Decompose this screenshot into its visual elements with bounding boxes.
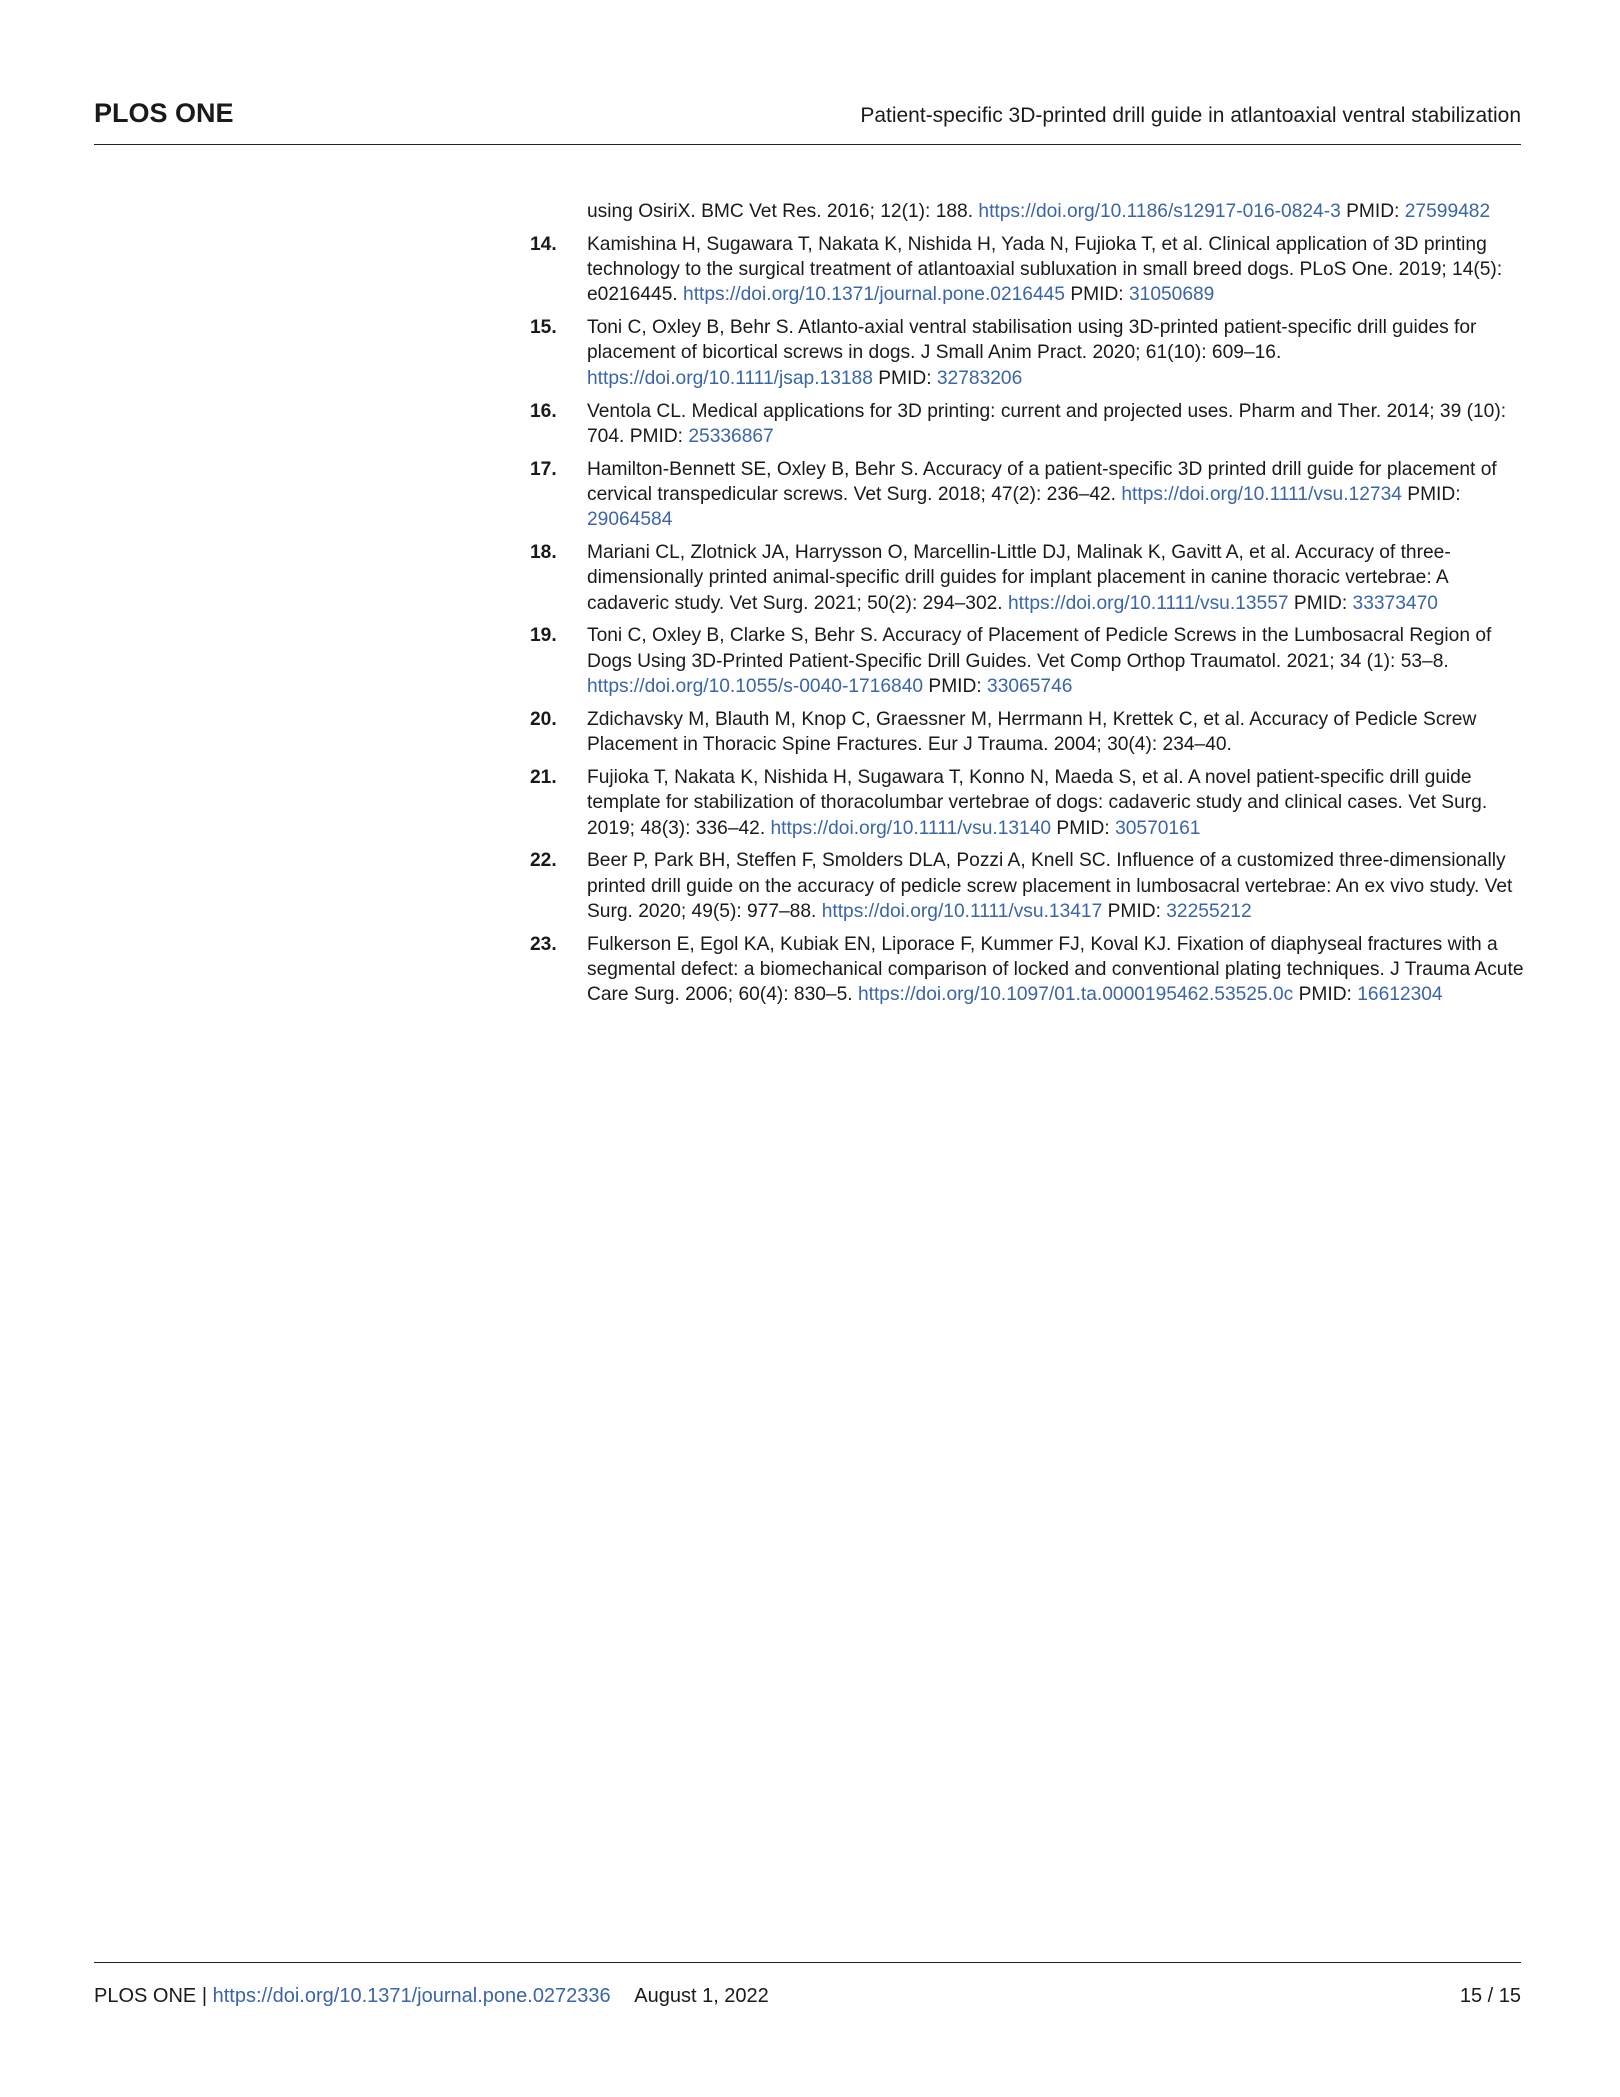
reference-number: 22.	[530, 850, 557, 872]
reference-text: Mariani CL, Zlotnick JA, Harrysson O, Marcellin-Little DJ, Malinak K, Gavitt A, et al. Accuracy of three-dimensionally printed animal-specific drill guides for implant placement in canine thoracic vertebrae: A cadaveric study. Vet Surg. 2021; 50(2): 294–302.	[587, 542, 1451, 614]
reference-text: Toni C, Oxley B, Behr S. Atlanto-axial ventral stabilisation using 3D-printed patient-specific drill guides for placement of bicortical screws in dogs. J Small Anim Pract. 2020; 61(10): 609–16.	[587, 317, 1477, 364]
footer-doi-link[interactable]: https://doi.org/10.1371/journal.pone.0272336	[212, 1985, 611, 2007]
reference-body	[587, 848, 1525, 924]
publication-date: August 1, 2022	[634, 1985, 769, 2007]
reference-number: 21.	[530, 766, 557, 788]
doi-link[interactable]: https://doi.org/10.1097/01.ta.0000195462.53525.0c	[857, 984, 1294, 1006]
pmid-link[interactable]: 29064584	[587, 509, 673, 531]
reference-items	[530, 232, 1525, 1008]
page-header	[94, 94, 1521, 145]
reference-text: Hamilton-Bennett SE, Oxley B, Behr S. Accuracy of a patient-specific 3D printed drill guide for placement of cervical transpedicular screws. Vet Surg. 2018; 47(2): 236–42.	[587, 458, 1497, 505]
pmid-link[interactable]: 31050689	[1128, 284, 1215, 306]
reference-text: Fulkerson E, Egol KA, Kubiak EN, Liporace F, Kummer FJ, Koval KJ. Fixation of diaphyseal fractures with a segmental defect: a biomechanical comparison of locked and conventional plating techniques. J Trauma Acute Care Surg. 2006; 60(4): 830–5.	[587, 933, 1524, 1006]
reference-item	[530, 765, 1525, 841]
reference-item	[530, 540, 1525, 616]
reference-body	[587, 932, 1525, 1008]
reference-text: using OsiriX. BMC Vet Res. 2016; 12(1): 188.	[587, 201, 974, 222]
reference-number: 14.	[530, 233, 557, 255]
pmid-link[interactable]: 32783206	[936, 367, 1023, 389]
reference-item	[530, 932, 1525, 1008]
doi-link[interactable]: https://doi.org/10.1186/s12917-016-0824-3	[978, 201, 1341, 222]
reference-body	[587, 399, 1525, 450]
reference-body	[587, 623, 1525, 699]
pmid-link[interactable]: 32255212	[1166, 900, 1252, 922]
reference-text: Kamishina H, Sugawara T, Nakata K, Nishida H, Yada N, Fujioka T, et al. Clinical application of 3D printing technology to the surgical treatment of atlantoaxial subluxation in small breed dogs. PLoS One. 2019; 14(5): e0216445.	[587, 233, 1503, 306]
pmid-link[interactable]: 30570161	[1115, 817, 1201, 839]
reference-continuation	[530, 199, 1525, 224]
journal-name: PLOS ONE	[94, 98, 234, 128]
reference-text: Fujioka T, Nakata K, Nishida H, Sugawara T, Konno N, Maeda S, et al. A novel patient-specific drill guide template for stabilization of thoracolumbar vertebrae of dogs: cadaveric study and clinical cases. Vet Surg. 2019; 48(3): 336–42.	[587, 766, 1488, 839]
reference-body	[587, 765, 1525, 841]
footer-citation	[94, 1985, 769, 2008]
page-number: 15 / 15	[1459, 1985, 1521, 2007]
pmid-link[interactable]: 33065746	[987, 676, 1073, 698]
pmid-label: PMID:	[1407, 483, 1461, 505]
pmid-label: PMID:	[1056, 817, 1110, 839]
reference-number: 20.	[530, 708, 557, 730]
reference-number: 16.	[530, 400, 557, 422]
reference-body	[587, 707, 1525, 758]
reference-text: Beer P, Park BH, Steffen F, Smolders DLA, Pozzi A, Knell SC. Influence of a customized three-dimensionally printed drill guide on the accuracy of pedicle screw placement in lumbosacral vertebrae: An ex vivo study. Vet Surg. 2020; 49(5): 977–88.	[587, 850, 1513, 922]
reference-body	[587, 232, 1525, 308]
reference-number: 19.	[530, 625, 557, 647]
pmid-label: PMID:	[1107, 900, 1161, 922]
reference-body	[587, 315, 1525, 391]
doi-link[interactable]: https://doi.org/10.1111/vsu.13417	[821, 900, 1103, 922]
doi-link[interactable]: https://doi.org/10.1111/vsu.12734	[1121, 483, 1402, 505]
pmid-label: PMID:	[1298, 984, 1352, 1006]
doi-link[interactable]: https://doi.org/10.1111/jsap.13188	[587, 367, 873, 389]
pmid-link[interactable]: 33373470	[1352, 592, 1438, 614]
doi-link[interactable]: https://doi.org/10.1111/vsu.13557	[1007, 592, 1289, 614]
pmid-label: PMID:	[1346, 201, 1400, 222]
page-footer	[94, 1962, 1521, 2007]
reference-body	[587, 540, 1525, 616]
reference-item	[530, 232, 1525, 308]
reference-list	[530, 199, 1525, 1015]
footer-journal: PLOS ONE |	[94, 1985, 208, 2007]
reference-number: 17.	[530, 458, 557, 480]
reference-item	[530, 315, 1525, 391]
running-title: Patient-specific 3D-printed drill guide in atlantoaxial ventral stabilization	[860, 104, 1521, 127]
pmid-label: PMID:	[878, 367, 932, 389]
reference-item	[530, 457, 1525, 533]
pmid-label: PMID:	[629, 425, 684, 447]
doi-link[interactable]: https://doi.org/10.1055/s-0040-1716840	[587, 676, 924, 698]
reference-number: 18.	[530, 542, 557, 564]
reference-text: Zdichavsky M, Blauth M, Knop C, Graessner M, Herrmann H, Krettek C, et al. Accuracy of Pedicle Screw Placement in Thoracic Spine Fractures. Eur J Trauma. 2004; 30(4): 234–40.	[587, 708, 1477, 756]
reference-item	[530, 623, 1525, 699]
reference-text: Toni C, Oxley B, Clarke S, Behr S. Accuracy of Placement of Pedicle Screws in the Lumbosacral Region of Dogs Using 3D-Printed Patient-Specific Drill Guides. Vet Comp Orthop Traumatol. 2021; 34 (1): 53–8.	[587, 625, 1492, 672]
pmid-label: PMID:	[928, 676, 982, 698]
pmid-link[interactable]: 25336867	[688, 425, 774, 447]
reference-item	[530, 848, 1525, 924]
reference-number: 23.	[530, 933, 557, 955]
pmid-link[interactable]: 27599482	[1404, 201, 1491, 222]
pmid-label: PMID:	[1293, 592, 1348, 614]
pmid-label: PMID:	[1070, 284, 1124, 306]
reference-item	[530, 707, 1525, 758]
reference-body	[587, 457, 1525, 533]
reference-number: 15.	[530, 317, 557, 339]
doi-link[interactable]: https://doi.org/10.1371/journal.pone.0216445	[683, 284, 1065, 306]
reference-item	[530, 399, 1525, 450]
reference-text: Ventola CL. Medical applications for 3D printing: current and projected uses. Pharm and Ther. 2014; 39 (10): 704.	[587, 400, 1507, 447]
pmid-link[interactable]: 16612304	[1357, 984, 1443, 1006]
doi-link[interactable]: https://doi.org/10.1111/vsu.13140	[770, 817, 1052, 839]
